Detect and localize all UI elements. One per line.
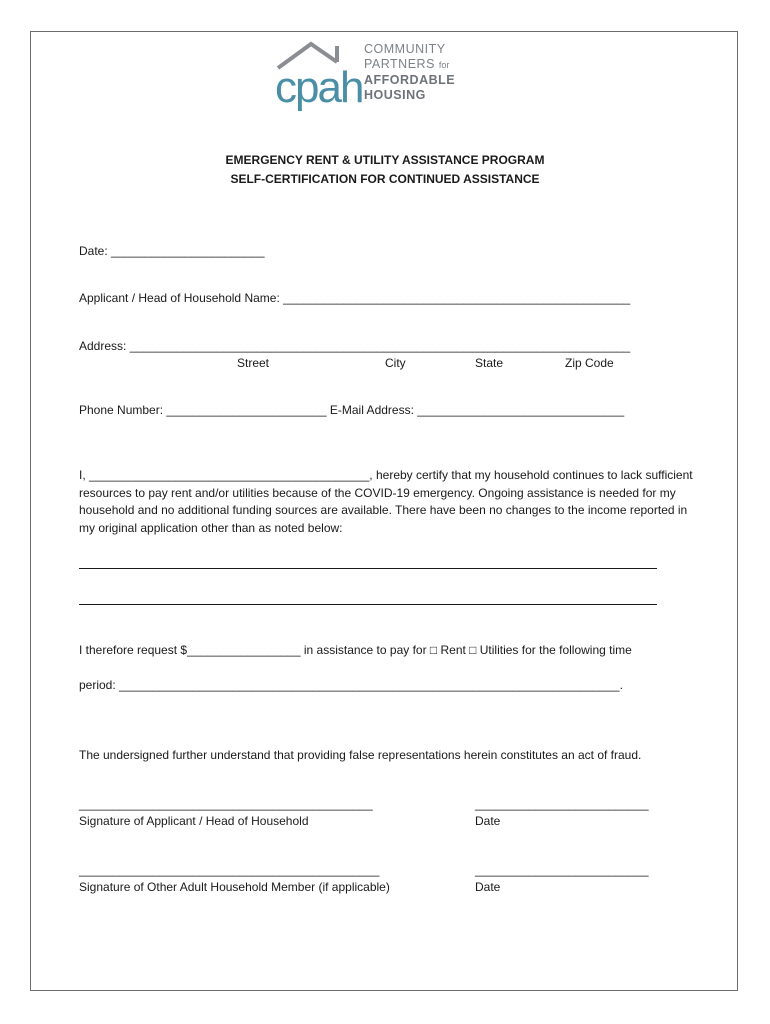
- logo-mark: cpah: [275, 63, 363, 112]
- address-field[interactable]: Address: ___________________________________________________________________________: [79, 339, 631, 353]
- logo-line-housing: HOUSING: [364, 88, 426, 102]
- logo-wordmark: [364, 42, 455, 103]
- assistance-request[interactable]: I therefore request $_________________ in assistance to pay for □ Rent □ Utilities for the following time: [79, 643, 632, 657]
- other-adult-signature-label: Signature of Other Adult Household Member (if applicable): [79, 880, 390, 894]
- applicant-date-line[interactable]: __________________________: [475, 797, 649, 811]
- logo-line-partners: PARTNERS for: [364, 57, 450, 71]
- fraud-statement: The undersigned further understand that providing false representations herein constitutes an act of fraud.: [79, 748, 642, 762]
- date-field[interactable]: Date: _______________________: [79, 244, 265, 258]
- notes-line-2[interactable]: [79, 604, 657, 605]
- phone-email-field[interactable]: Phone Number: ________________________ E-Mail Address: _______________________________: [79, 403, 625, 417]
- certification-paragraph: I, __________________________________________, hereby certify that my household continues to lack sufficient resources to pay rent and/or utilities because of the COVID-19 emergency. Ongoing assistance is needed for my household and no additional funding sources are available. There have been no changes to the income reported in my original application other than as noted below:: [79, 468, 693, 535]
- address-zip-label: Zip Code: [565, 356, 614, 370]
- address-state-label: State: [475, 356, 504, 370]
- applicant-name-field[interactable]: Applicant / Head of Household Name: ____________________________________________________: [79, 291, 631, 305]
- applicant-date-label: Date: [475, 814, 501, 828]
- address-city-label: City: [385, 356, 406, 370]
- other-adult-date-line[interactable]: __________________________: [475, 863, 649, 877]
- applicant-signature-label: Signature of Applicant / Head of Household: [79, 814, 309, 828]
- applicant-signature-line[interactable]: ____________________________________________: [79, 797, 373, 811]
- address-street-label: Street: [237, 356, 270, 370]
- other-adult-signature-line[interactable]: _____________________________________________: [79, 863, 380, 877]
- form-subtitle: SELF-CERTIFICATION FOR CONTINUED ASSISTANCE: [230, 172, 540, 186]
- logo-line-affordable: AFFORDABLE: [364, 73, 456, 87]
- form-title: EMERGENCY RENT & UTILITY ASSISTANCE PROGRAM: [225, 153, 545, 167]
- logo-line-community: COMMUNITY: [364, 42, 446, 56]
- time-period-field[interactable]: period: ___________________________________________________________________________.: [79, 678, 623, 692]
- other-adult-date-label: Date: [475, 880, 501, 894]
- notes-line-1[interactable]: [79, 568, 657, 569]
